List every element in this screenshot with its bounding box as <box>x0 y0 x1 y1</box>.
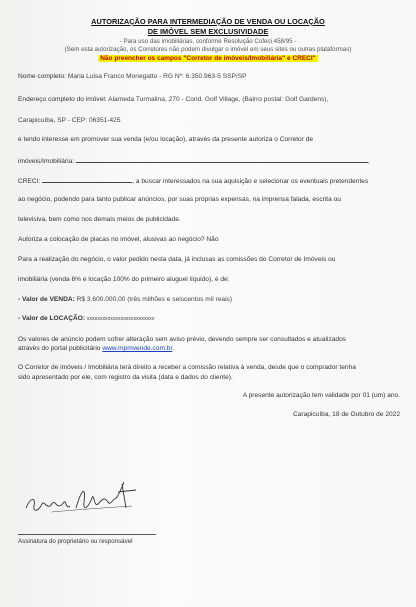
warning-highlight: Não preencher os campos "Corretor de imóveis/Imobiliária" e CRECI" <box>100 55 316 62</box>
rent-value: xxxxxxxxxxxxxxxxxxxxxxxxxx <box>86 316 155 322</box>
address-value-line2: Carapicuíba, SP - CEP: 06351-425 <box>18 117 121 124</box>
creci-label: CRECI: <box>18 178 41 185</box>
note-line1: Os valores de anúncio podem sofrer alteração sem aviso prévio, devendo sempre ser consultados e atualizados <box>18 336 347 343</box>
broker-blank-field[interactable] <box>76 156 368 163</box>
creci-line <box>18 176 368 185</box>
document-title-line1: AUTORIZAÇÃO PARA INTERMEDIAÇÃO DE VENDA OU LOCAÇÃO <box>91 17 325 26</box>
note-prefix: através do portal publicitário <box>18 345 101 352</box>
owner-line <box>18 73 247 80</box>
note-line2 <box>18 345 174 352</box>
address-line1 <box>18 96 328 103</box>
commission-line1: Para a realização do negócio, o valor pedido nesta data, já inclusas as comissões do Corretor de Imóveis ou <box>18 256 336 263</box>
rights-line2: sido apresentado por ele, com registro da visita (data e dados do cliente). <box>18 374 233 381</box>
sale-value: R$ 3.600.000,00 (três milhões e seiscentos mil reais) <box>76 296 233 303</box>
creci-blank-field[interactable] <box>42 176 132 183</box>
intent-line: e tendo interesse em promover sua venda (e/ou locação), através da presente autoriza o Corretor de <box>18 136 314 143</box>
address-value-line1: Alameda Turmalina, 270 - Cond. Golf Village, (Bairro postal: Golf Gardens), <box>108 96 329 103</box>
para2-line2: televisiva, bem como nos demais meios de publicidade. <box>18 216 181 223</box>
owner-label: Nome completo: <box>18 73 67 80</box>
sale-value-line <box>18 296 232 303</box>
signature-caption: Assinatura do proprietário ou responsável <box>18 538 133 545</box>
para2-line1: ao negócio, podendo para tanto publicar anúncios, por suas próprias expensas, na imprensa falada, escrita ou <box>18 196 341 203</box>
sale-label: - Valor de VENDA: <box>18 296 75 303</box>
validity-line: A presente autorização tem validade por 01 (um) ano. <box>242 392 400 399</box>
signature-image <box>22 478 152 520</box>
owner-value: Maria Luisa Franco Monegatto - RG Nº: 6.350.963-5 SSP/SP <box>67 73 247 80</box>
portal-link[interactable]: www.mpmvende.com.br <box>102 345 173 352</box>
address-line2 <box>18 117 121 124</box>
document-title-line2: DE IMÓVEL SEM EXCLUSIVIDADE <box>147 27 269 36</box>
broker-end: , <box>367 158 370 165</box>
rent-label: - Valor de LOCAÇÃO: <box>18 315 86 322</box>
broker-label: imóveis/Imobiliária: <box>18 158 75 165</box>
creci-text: , a buscar interessados na sua aquisição e selecionar os eventuais pretendentes <box>132 178 369 185</box>
rent-value-line <box>18 315 154 322</box>
signature-line <box>18 534 156 535</box>
address-label: Endereço completo do imóvel: <box>18 96 107 103</box>
subtitle-resolution: - Para uso das imobiliárias, conforme Resolução Cofeci 458/95 - <box>119 38 297 45</box>
commission-line2: imobiliária (venda 6% e locação 100% do primeiro aluguel líquido), é de: <box>18 276 230 283</box>
note-suffix: . <box>172 345 175 352</box>
broker-line <box>18 156 370 165</box>
plates-line: Autoriza a colocação de placas no imóvel, alusivas ao negócio? Não <box>18 236 219 243</box>
date-place-line: Carapicuíba, 18 de Outubro de 2022 <box>292 411 400 418</box>
rights-line1: O Corretor de imóveis / Imobiliária terá direito a receber a comissão relativa à venda, desde que o comprador tenha <box>18 364 356 371</box>
subtitle-note: (Sem esta autorização, os Corretores não podem divulgar o imóvel em seus sites ou outras plataformas) <box>64 46 352 53</box>
